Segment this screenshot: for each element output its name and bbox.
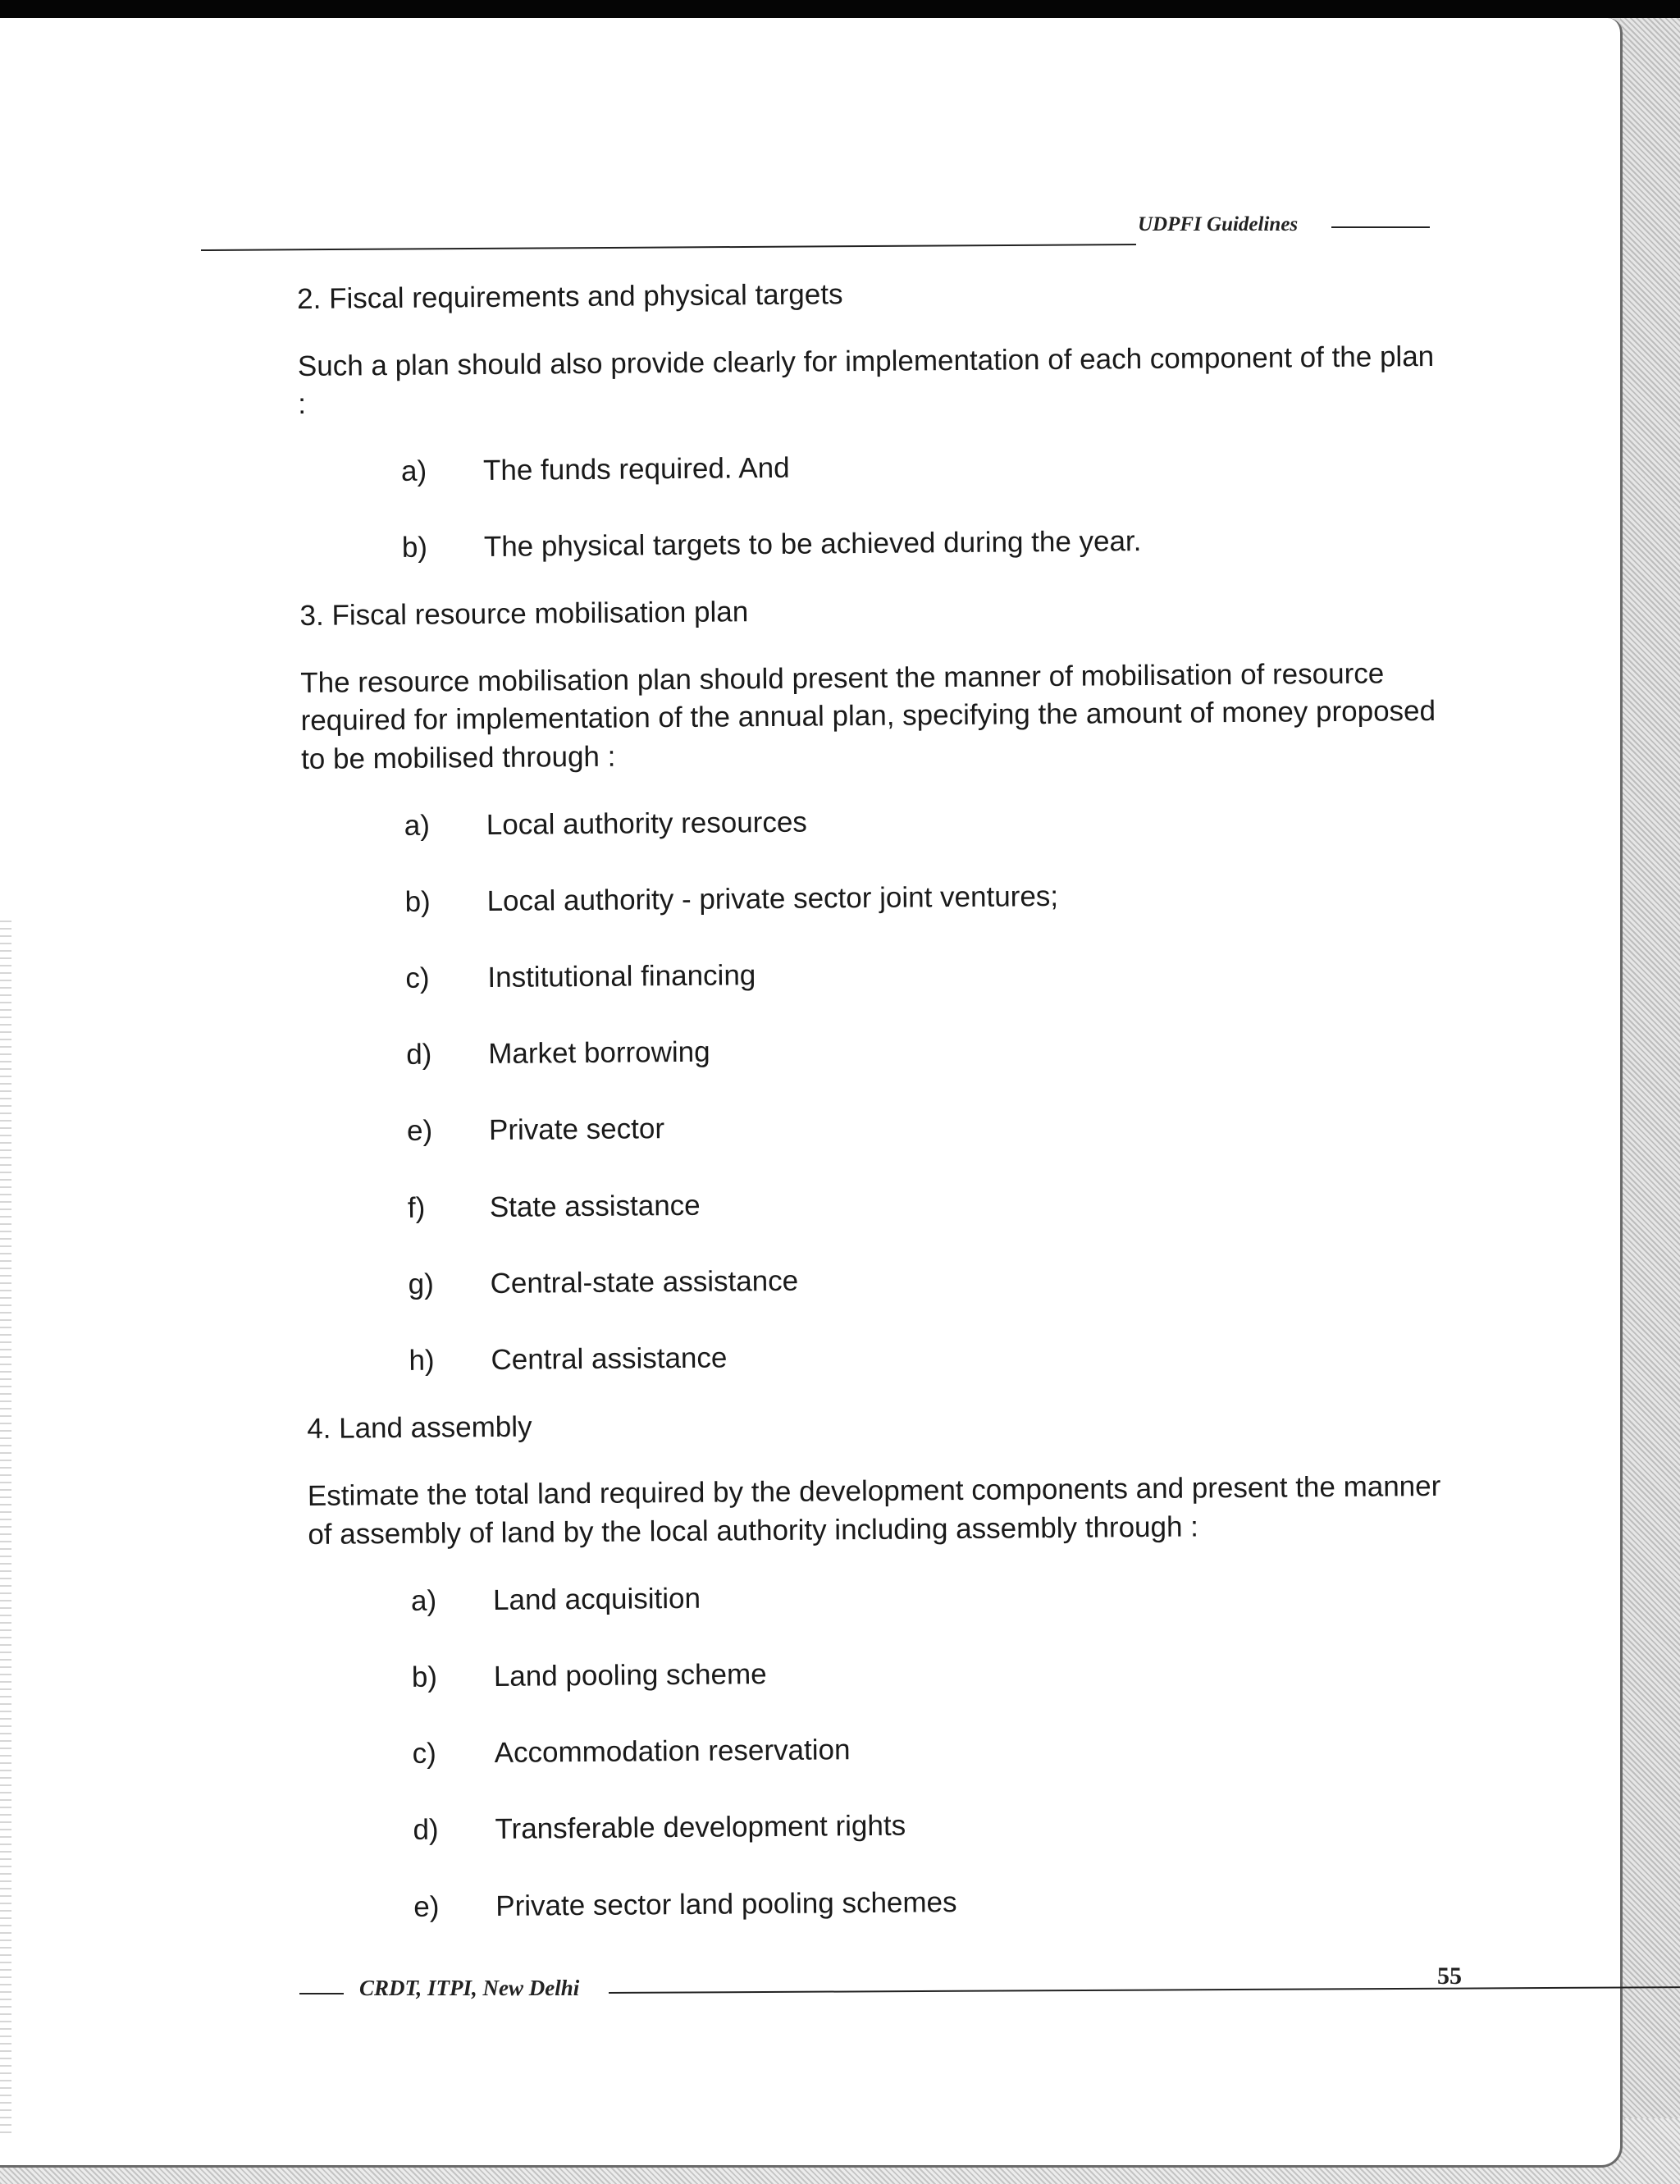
scan-right-margin [1620,18,1680,2184]
list-item-text: Private sector land pooling schemes [495,1885,957,1922]
running-header [201,213,1431,246]
list-item-text: Land acquisition [492,1582,701,1616]
list-item-text: Central-state assistance [490,1264,799,1300]
document-page [0,18,1623,2168]
list-item-text: Accommodation reservation [494,1734,851,1770]
list-item [305,1257,1454,1304]
section-paragraph: Such a plan should also provide clearly for implementation of each component of the plan : [297,340,1435,421]
section-list [299,443,1448,568]
section-fiscal-requirements [297,271,1448,568]
section-heading: 2. Fiscal requirements and physical targets [297,278,843,315]
section-list [308,1573,1460,1926]
list-item-label: c) [412,1737,436,1770]
footer-rule [609,1986,1680,1994]
list-item-label: b) [404,885,431,918]
list-item [310,1802,1459,1850]
section-list [302,797,1455,1381]
list-item-label: c) [405,962,430,994]
list-item [309,1650,1458,1697]
list-item [304,1027,1452,1075]
list-item-text: Land pooling scheme [493,1658,767,1693]
list-item-text: Private sector [488,1113,665,1147]
list-item-label: d) [406,1038,432,1071]
header-title: UDPFI Guidelines [1138,213,1299,235]
list-item-label: a) [410,1584,437,1617]
list-item-text: State assistance [489,1189,701,1223]
list-item [311,1879,1459,1926]
list-item-text: Local authority resources [486,806,807,841]
list-item [308,1573,1457,1620]
list-item-label: b) [411,1661,438,1693]
page-content [297,271,1460,1966]
section-heading: 4. Land assembly [307,1410,532,1446]
list-item [305,1180,1454,1227]
list-item-text: Institutional financing [487,959,756,994]
list-item-text: Market borrowing [488,1035,710,1071]
list-item-label: h) [409,1344,435,1377]
list-item [302,797,1450,845]
section-paragraph: The resource mobilisation plan should present the manner of mobilisation of resource required for implementation of the annual plan, specifying the amount of money proposed to be mobilised through : [300,657,1436,775]
scan-top-border [0,0,1680,18]
list-item [304,1103,1453,1151]
list-item-text: The funds required. And [482,451,790,487]
list-item [309,1726,1458,1774]
footer-label: CRDT, ITPI, New Delhi [359,1976,580,2000]
list-item [302,875,1450,922]
section-resource-mobilisation [299,587,1454,1381]
footer-rule-lead [299,1993,344,1994]
page-number: 55 [1437,1962,1462,1990]
running-footer [299,1971,1481,2012]
scan-left-speckle [0,921,11,2135]
list-item-label: d) [413,1813,439,1847]
list-item-label: a) [404,809,431,842]
list-item [303,951,1451,998]
list-item-label: e) [413,1890,440,1923]
list-item-label: f) [407,1191,426,1224]
list-item-label: a) [400,455,427,487]
section-paragraph: Estimate the total land required by the development components and present the manner of assembly of land by the local authority including assembly through : [307,1470,1441,1551]
list-item-label: b) [401,531,428,564]
list-item-text: Local authority - private sector joint ventures; [486,880,1059,917]
list-item-text: Transferable development rights [495,1809,906,1846]
section-heading: 3. Fiscal resource mobilisation plan [299,596,749,632]
header-rule-tail [1331,226,1430,228]
list-item-label: e) [406,1115,433,1148]
list-item [299,443,1447,491]
list-item-text: The physical targets to be achieved during the year. [483,524,1142,563]
list-item-label: g) [408,1268,434,1300]
section-land-assembly [307,1400,1459,1927]
list-item [306,1333,1454,1381]
header-rule [201,244,1136,251]
list-item-text: Central assistance [491,1341,728,1376]
list-item [299,520,1448,568]
